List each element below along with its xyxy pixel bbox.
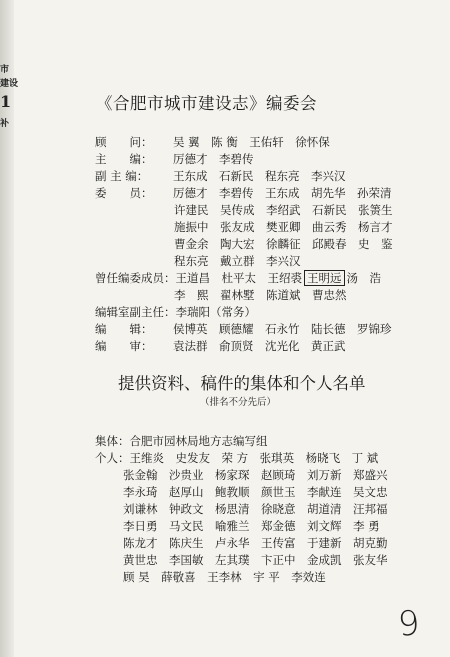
individuals-row [95,450,378,466]
name-list: 李瑞阳（常务） [175,305,256,319]
role-label: 编 审： [95,339,153,353]
collective-row [95,433,268,449]
name-list: 厉德才 李碧传 [173,152,254,166]
role-label: 顾 问： [95,135,153,149]
committee-row [95,185,392,201]
editors-row [95,321,392,337]
committee-row [95,168,346,184]
members-line: 施振中 张友成 樊亚卿 曲云秀 杨言才 [174,220,393,234]
individuals-line: 黄世忠 李国敏 左其璞 卞正中 金成凯 张友华 [123,553,388,567]
spine-mark: 建设 [0,79,19,89]
page-title: 《合肥市城市建设志》编委会 [96,94,317,113]
committee-row [95,134,330,150]
boxed-name: 王明远 [304,270,345,286]
individuals-line: 陈龙才 陈庆生 卢永华 王传富 于建新 胡克勤 [123,536,388,550]
role-label: 编 辑： [95,322,153,336]
name-list: 王道昌 杜平太 王绍裘 [175,271,302,285]
role-label: 编辑室副主任： [95,305,176,319]
name-list: 吴 翼 陈 衡 王佑轩 徐怀保 [173,135,330,149]
spine-mark: 市 [0,65,10,75]
individuals-line: 顾 昊 薛敬喜 王李林 宇 平 李效连 [123,570,326,584]
name-list: 汤 浩 [346,271,381,285]
former-members-line: 李 熙 翟林墅 陈道斌 曹忠然 [174,288,347,302]
role-label: 曾任编委成员： [95,271,176,285]
individuals-line: 张金翰 沙贵业 杨家琛 赵顾琦 刘万新 郑盛兴 [123,468,388,482]
section-title: 提供资料、稿件的集体和个人名单 [118,374,366,393]
name-list: 王东成 石新民 程东亮 李兴汉 [173,169,346,183]
name-list: 厉德才 李碧传 王东成 胡先华 孙荣清 [173,186,392,200]
role-label: 副 主 编： [95,169,149,183]
individuals-line: 李永琦 赵厚山 鲍教顺 颜世玉 李献连 吴文忠 [123,485,388,499]
individuals-line: 刘谦林 钟政文 杨思清 徐晓意 胡道清 汪邦福 [123,502,388,516]
spine-mark: 补 [0,119,10,129]
deputy-director-row [95,304,256,320]
section-note: （排名不分先后） [200,397,277,408]
handwritten-page-number: 9 [396,603,422,645]
name-list: 王维炎 史发友 荣 方 张琪英 杨晓飞 丁 斌 [129,451,379,465]
name-list: 侯博英 顾德耀 石永竹 陆长德 罗锦珍 [173,322,392,336]
name-list: 袁法群 俞顶贤 沈光化 黄正武 [173,339,346,353]
spine-mark: 1 [0,92,12,111]
collective-label: 集体： [95,434,130,448]
reviewers-row [95,338,346,354]
role-label: 主 编： [95,152,153,166]
individuals-label: 个人： [95,451,130,465]
members-line: 许建民 吴传成 李绍武 石新民 张箦生 [174,203,393,217]
members-line: 程东亮 戴立群 李兴汉 [174,254,301,268]
individuals-line: 李日勇 马文民 喻雅兰 郑金德 刘文辉 李 勇 [123,519,380,533]
committee-row [95,151,254,167]
role-label: 委 员： [95,186,153,200]
collective-name: 合肥市园林局地方志编写组 [129,434,268,448]
members-line: 曹金余 陶大宏 徐麟征 邱殿春 史 鉴 [174,237,393,251]
former-members-row [95,270,381,286]
